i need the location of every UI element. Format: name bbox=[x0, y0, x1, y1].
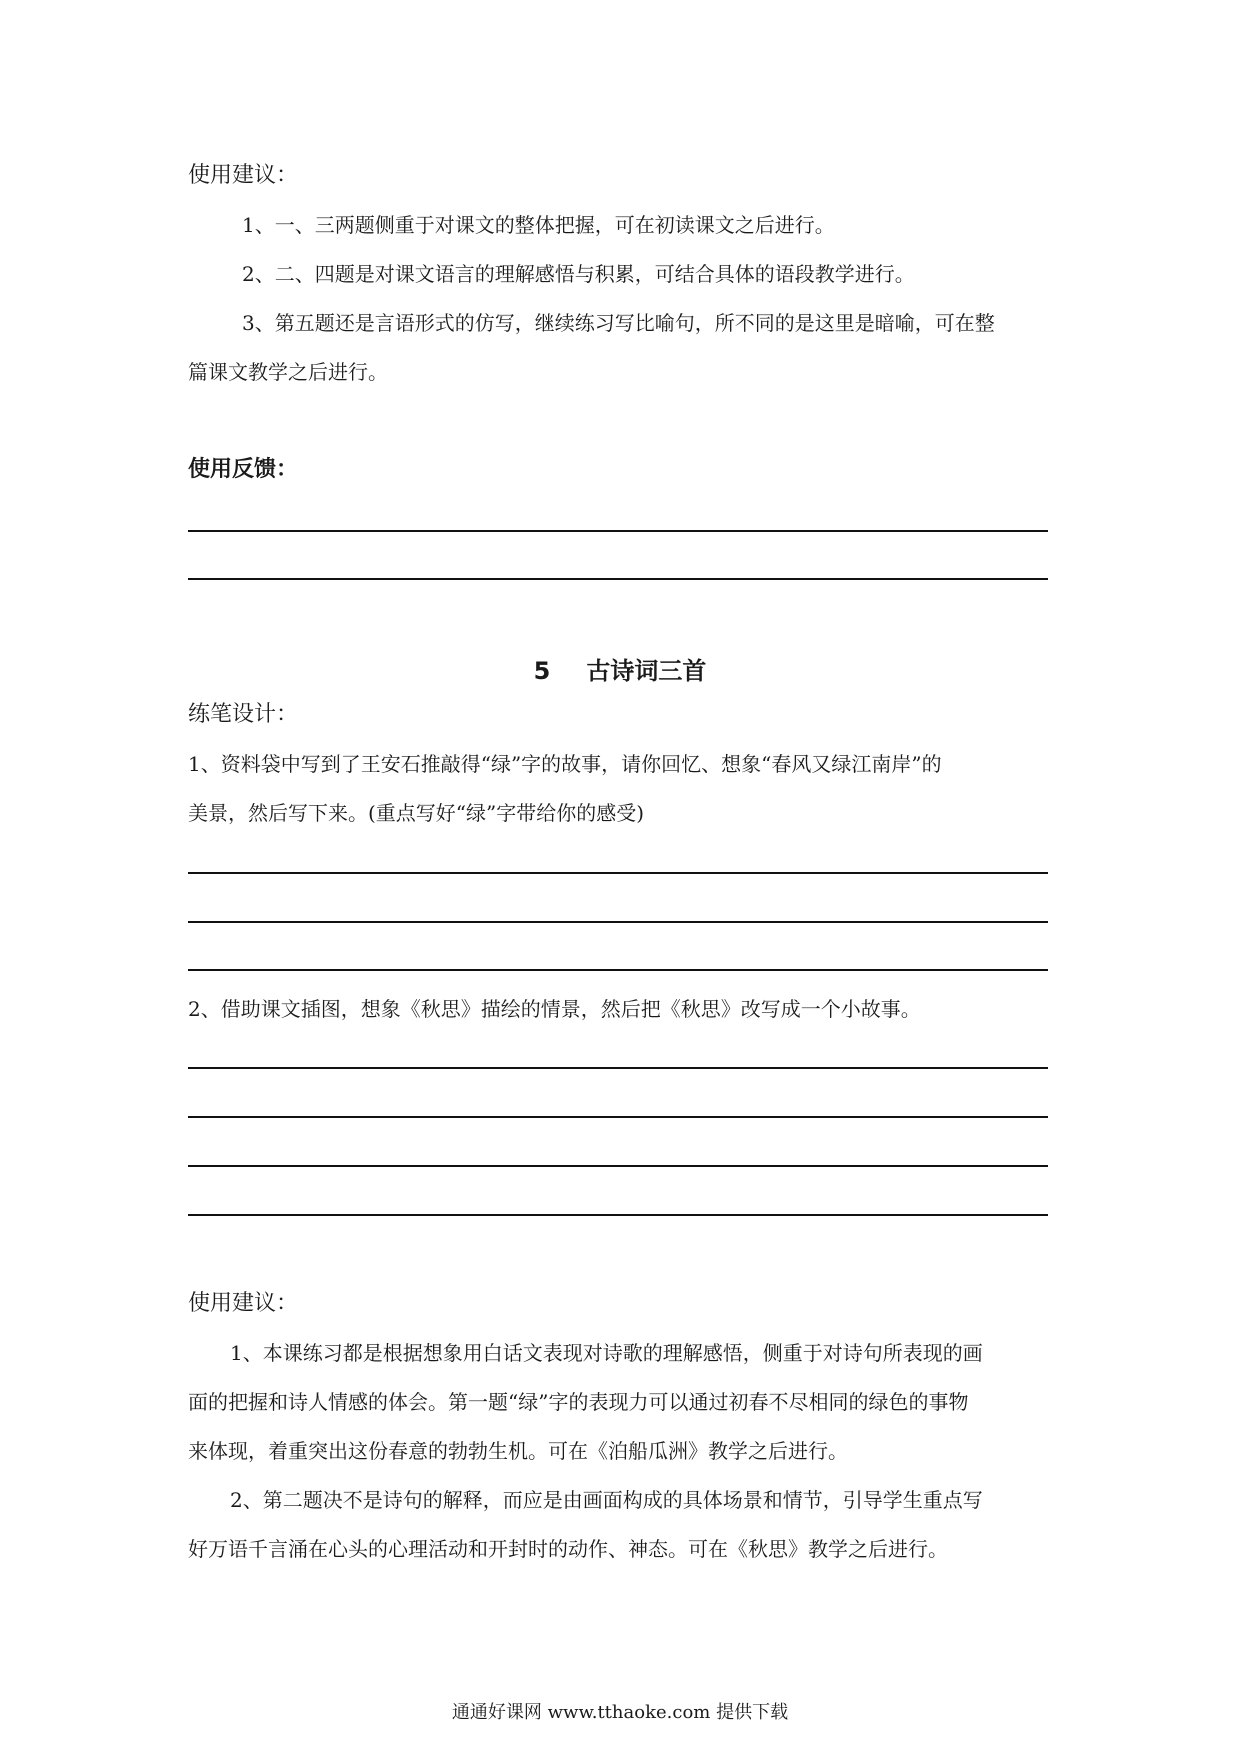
answer-line bbox=[188, 969, 1048, 971]
task1-line-2: 美景，然后写下来。(重点写好“绿”字带给你的感受) bbox=[188, 801, 645, 825]
design-heading: 练笔设计： bbox=[188, 702, 299, 727]
suggestion-item-1: 1、一、三两题侧重于对课文的整体把握，可在初读课文之后进行。 bbox=[242, 213, 835, 237]
suggestion2-line-1: 1、本课练习都是根据想象用白话文表现对诗歌的理解感悟，侧重于对诗句所表现的画 bbox=[230, 1341, 983, 1365]
suggestion-item-3-cont: 篇课文教学之后进行。 bbox=[188, 360, 388, 384]
feedback-heading: 使用反馈： bbox=[188, 457, 299, 482]
answer-line bbox=[188, 1165, 1048, 1167]
suggestion-item-3: 3、第五题还是言语形式的仿写，继续练习写比喻句，所不同的是这里是暗喻，可在整 bbox=[242, 311, 995, 335]
suggestion2-line-2: 面的把握和诗人情感的体会。第一题“绿”字的表现力可以通过初春不尽相同的绿色的事物 bbox=[188, 1390, 969, 1414]
lesson-title bbox=[0, 651, 1240, 686]
task1-line-1: 1、资料袋中写到了王安石推敲得“绿”字的故事，请你回忆、想象“春风又绿江南岸”的 bbox=[188, 752, 942, 776]
usage-suggestion-heading-2: 使用建议： bbox=[188, 1291, 299, 1316]
suggestion-item-2: 2、二、四题是对课文语言的理解感悟与积累，可结合具体的语段教学进行。 bbox=[242, 262, 915, 286]
suggestion2-line-4: 2、第二题决不是诗句的解释，而应是由画面构成的具体场景和情节，引导学生重点写 bbox=[230, 1488, 983, 1512]
suggestion2-line-3: 来体现，着重突出这份春意的勃勃生机。可在《泊船瓜洲》教学之后进行。 bbox=[188, 1439, 848, 1463]
lesson-number: 5 bbox=[533, 657, 551, 685]
feedback-line-2 bbox=[188, 578, 1048, 580]
task2-line: 2、借助课文插图，想象《秋思》描绘的情景，然后把《秋思》改写成一个小故事。 bbox=[188, 997, 921, 1021]
answer-line bbox=[188, 1214, 1048, 1216]
suggestion2-line-5: 好万语千言涌在心头的心理活动和开封时的动作、神态。可在《秋思》教学之后进行。 bbox=[188, 1537, 948, 1561]
answer-line bbox=[188, 1116, 1048, 1118]
footer-credit: 通通好课网 www.tthaoke.com 提供下载 bbox=[451, 1702, 789, 1723]
lesson-title-text: 古诗词三首 bbox=[586, 657, 707, 685]
answer-line bbox=[188, 872, 1048, 874]
answer-line bbox=[188, 921, 1048, 923]
feedback-line-1 bbox=[188, 530, 1048, 532]
usage-suggestion-heading: 使用建议： bbox=[188, 163, 299, 188]
answer-line bbox=[188, 1067, 1048, 1069]
